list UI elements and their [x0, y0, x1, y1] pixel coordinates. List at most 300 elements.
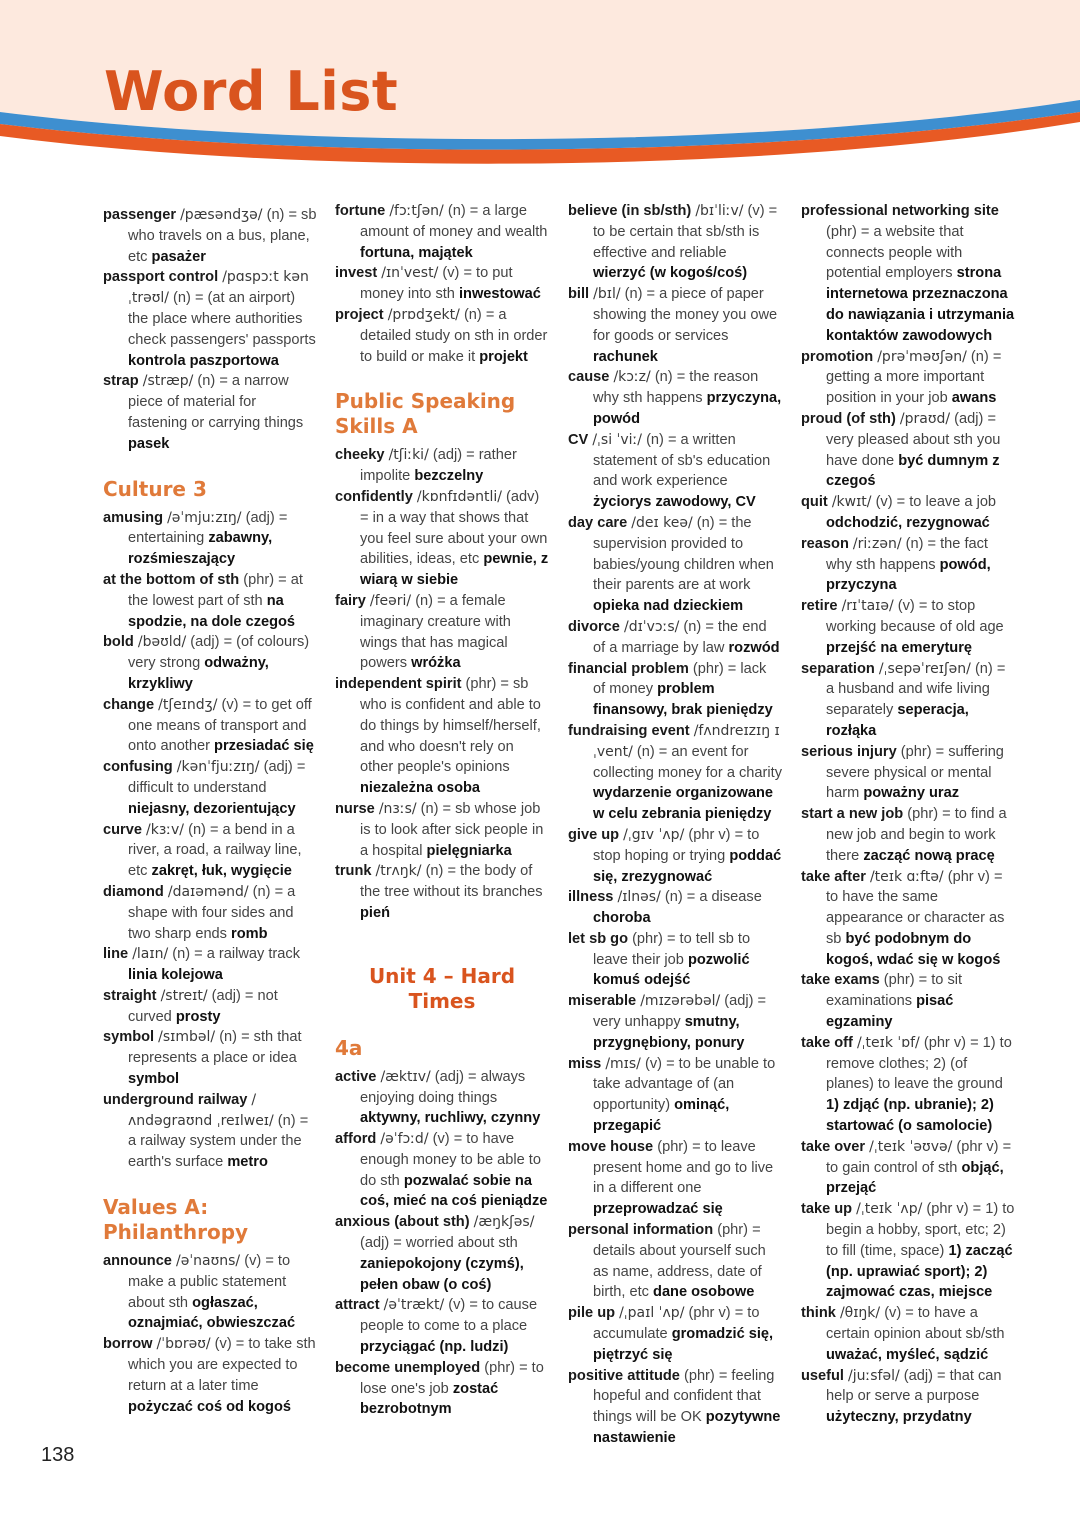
definition: = difficult to understand — [128, 759, 306, 796]
part-of-speech: (phr v) — [688, 1305, 731, 1322]
pronunciation: /streɪt/ — [160, 987, 208, 1004]
pronunciation: /kənˈfjuːzɪŋ/ — [176, 759, 260, 776]
definition: = details about yourself such as name, address, date of birth, etc — [593, 1222, 766, 1301]
word-entry — [568, 929, 782, 991]
translation: zostać bezrobotnym — [360, 1380, 499, 1418]
translation: kontrola paszportowa — [128, 352, 279, 369]
pronunciation: /æŋkʃəs/ — [473, 1214, 535, 1231]
translation: przeprowadzać się — [593, 1201, 723, 1218]
pronunciation: /stræp/ — [142, 373, 194, 390]
pronunciation: /prəˈməʊʃən/ — [877, 348, 967, 365]
translation: niejasny, dezorientujący — [128, 800, 296, 817]
translation: opieka nad dzieckiem — [593, 598, 744, 615]
translation: przyciągać (np. ludzi) — [360, 1339, 509, 1356]
definition: = entertaining — [128, 509, 288, 547]
part-of-speech: (phr v) — [923, 1034, 967, 1051]
word-entry — [335, 799, 549, 861]
translation: rachunek — [593, 348, 658, 365]
definition: = to sit examinations — [826, 972, 963, 1010]
headword: take after — [801, 868, 866, 885]
word-entry — [103, 1251, 317, 1334]
part-of-speech: (n) — [463, 306, 482, 323]
word-entry — [103, 882, 317, 944]
headword: bold — [103, 634, 134, 651]
translation: pień — [360, 904, 390, 921]
definition: = a website that connects people with potential employers — [826, 223, 964, 282]
headword: take off — [801, 1034, 853, 1051]
pronunciation: /ˌteɪk ˈəʊvə/ — [869, 1138, 953, 1155]
definition: = a railway track — [194, 946, 300, 963]
translation: życiorys zawodowy, CV — [593, 494, 756, 511]
translation: aktywny, ruchliwy, czynny — [360, 1110, 541, 1127]
headword: useful — [801, 1367, 844, 1384]
part-of-speech: (n) — [970, 348, 989, 365]
definition: = 1) to remove clothes; 2) (of planes) to leave the ground — [826, 1034, 1012, 1093]
headword: independent spirit — [335, 676, 462, 693]
definition: = at the lowest part of sth — [128, 571, 303, 609]
definition: = to stop hoping or trying — [593, 826, 760, 864]
part-of-speech: (n) — [252, 883, 271, 900]
part-of-speech: (adj) — [954, 410, 984, 427]
translation: na spodzie, na dole czegoś — [128, 592, 296, 630]
headword: fairy — [335, 592, 366, 609]
section-heading: Public Speaking Skills A — [335, 389, 516, 439]
part-of-speech: (v) — [432, 1131, 450, 1148]
translation: dane osobowe — [653, 1284, 755, 1301]
definition: = to cause people to come to a place — [360, 1297, 538, 1335]
translation: metro — [227, 1154, 268, 1171]
part-of-speech: (phr v) — [956, 1138, 999, 1155]
headword: let sb go — [568, 930, 628, 947]
headword: confidently — [335, 488, 413, 505]
translation: choroba — [593, 910, 651, 927]
translation: problem finansowy, brak pieniędzy — [593, 681, 773, 719]
section-heading: Unit 4 – Hard Times — [368, 963, 516, 1013]
definition: = an event for collecting money for a charity — [593, 743, 782, 781]
word-entry — [103, 986, 317, 1028]
definition: = to leave present home and go to live in a different one — [593, 1138, 774, 1197]
definition: = a shape with four sides and two sharp ends — [128, 883, 296, 942]
headword: announce — [103, 1253, 172, 1270]
translation: ominąć, przegapić — [593, 1097, 730, 1135]
pronunciation: /daɪəmənd/ — [167, 883, 249, 900]
part-of-speech: (n) — [172, 946, 191, 963]
translation: niezależna osoba — [360, 780, 481, 797]
headword: quit — [801, 494, 828, 511]
part-of-speech: (n) — [188, 821, 206, 838]
word-entry — [801, 409, 1015, 492]
part-of-speech: (phr) — [465, 676, 497, 693]
headword: think — [801, 1305, 836, 1322]
part-of-speech: (v) — [448, 1297, 466, 1314]
definition: = (at an airport) the place where authorities check passengers' passports — [128, 290, 316, 348]
headword: trunk — [335, 863, 372, 880]
headword: confusing — [103, 759, 173, 776]
headword: take up — [801, 1201, 853, 1218]
pronunciation: /bɪˈliːv/ — [695, 203, 744, 219]
pronunciation: /θɪŋk/ — [839, 1305, 881, 1322]
word-entry — [335, 487, 549, 591]
definition: = sb who travels on a bus, plane, etc — [128, 207, 317, 265]
part-of-speech: (v) — [884, 1305, 902, 1322]
translation: być podobnym do kogoś, wdać się w kogoś — [826, 930, 1001, 968]
headword: personal information — [568, 1222, 714, 1239]
part-of-speech: (phr v) — [947, 868, 990, 885]
translation: pasażer — [151, 248, 206, 265]
part-of-speech: (phr v) — [688, 826, 731, 843]
definition: = a husband and wife living separately — [826, 660, 1006, 719]
word-entry — [568, 825, 782, 887]
translation: być dumnym z czegoś — [826, 452, 1000, 490]
word-entry — [335, 674, 549, 799]
definition: = to leave a job — [896, 494, 997, 511]
part-of-speech: (n) — [173, 290, 191, 307]
translation: prosty — [175, 1008, 221, 1025]
headword: underground railway — [103, 1091, 248, 1108]
part-of-speech: (v) — [875, 494, 893, 511]
translation: pisać egzaminy — [826, 993, 954, 1031]
definition: = that can help or serve a purpose — [826, 1367, 1002, 1405]
pronunciation: /dɪˈvɔːs/ — [623, 618, 680, 635]
word-entry — [801, 867, 1015, 971]
headword: fundraising event — [568, 722, 690, 739]
translation: ogłaszać, oznajmiać, obwieszczać — [128, 1294, 296, 1332]
translation: symbol — [128, 1071, 180, 1088]
headword: separation — [801, 660, 875, 677]
translation: zabawny, rozśmieszający — [128, 530, 273, 568]
translation: seperacja, rozłąka — [826, 702, 969, 739]
pronunciation: /kɒnfɪdəntli/ — [416, 488, 502, 505]
part-of-speech: (phr v) — [926, 1201, 969, 1218]
word-list-column-3 — [568, 201, 782, 1449]
part-of-speech: (adj) — [360, 1235, 390, 1252]
word-entry — [568, 991, 782, 1053]
part-of-speech: (adj) — [245, 509, 275, 526]
pronunciation: /kwɪt/ — [831, 494, 872, 511]
pronunciation: /pɑspɔːt kənˌtrəʊl/ — [128, 269, 309, 307]
word-entry — [801, 347, 1015, 409]
pronunciation: /deɪ keə/ — [631, 514, 693, 531]
section-heading: Values A: Philanthropy — [103, 1195, 249, 1245]
pronunciation: /mɪzərəbəl/ — [640, 993, 721, 1010]
headword: amusing — [103, 509, 164, 526]
word-entry — [801, 596, 1015, 658]
word-entry — [103, 1027, 317, 1089]
translation: pożyczać coś od kogoś — [128, 1398, 292, 1415]
definition: = sb who is confident and able to do things by himself/herself, and who doesn't rely on other people's opinions — [360, 676, 541, 776]
part-of-speech: (phr) — [907, 806, 939, 823]
definition: = in a way that shows that you feel sure about your own abilities, ideas, etc — [360, 509, 548, 568]
part-of-speech: (adj) — [211, 987, 241, 1004]
word-entry — [568, 1137, 782, 1220]
part-of-speech: (n) — [447, 203, 466, 219]
definition: = to tell sb to leave their job — [593, 930, 751, 968]
pronunciation: /kɜːv/ — [146, 821, 185, 838]
pronunciation: /æktɪv/ — [380, 1068, 431, 1085]
word-entry — [568, 617, 782, 659]
part-of-speech: (v) — [644, 1055, 662, 1072]
page-number: 138 — [41, 1444, 75, 1466]
translation: przesiadać się — [214, 738, 314, 755]
translation: 1) zdjąć (np. ubranie); 2) startować (o samolocie) — [826, 1097, 994, 1135]
part-of-speech: (adj) — [434, 1068, 464, 1085]
word-entry — [801, 534, 1015, 596]
definition: = a railway system under the earth's surface — [128, 1112, 309, 1171]
word-entry — [335, 591, 549, 674]
word-entry — [103, 820, 317, 882]
word-entry — [801, 1366, 1015, 1428]
translation: fortuna, majątek — [360, 244, 473, 261]
word-entry — [568, 1220, 782, 1303]
pronunciation: /riːzən/ — [852, 535, 902, 552]
word-entry — [335, 861, 549, 923]
translation: zaniepokojony (czymś), pełen obaw (o coś) — [360, 1255, 524, 1293]
page-title: Word List — [104, 60, 399, 123]
definition: = suffering severe physical or mental harm — [826, 743, 1004, 802]
pronunciation: /ʌndəgraʊnd ˌreɪlweɪ/ — [128, 1091, 274, 1129]
part-of-speech: (n) — [415, 592, 434, 609]
headword: strap — [103, 373, 139, 390]
definition: = to have enough money to be able to do sth — [360, 1131, 541, 1189]
pronunciation: /kɔːz/ — [613, 369, 651, 386]
word-entry — [103, 205, 317, 267]
translation: bezczelny — [414, 468, 484, 485]
word-entry — [568, 721, 782, 825]
headword: take exams — [801, 972, 880, 989]
section-heading: Culture 3 — [103, 476, 207, 501]
word-entry — [801, 201, 1015, 347]
pronunciation: /prɒdʒekt/ — [387, 306, 460, 323]
definition: = very unhappy — [593, 993, 767, 1031]
translation: odważny, krzykliwy — [128, 655, 269, 692]
pronunciation: /pæsəndʒə/ — [180, 207, 263, 223]
definition: = to stop working because of old age — [826, 598, 1004, 635]
word-entry — [801, 1033, 1015, 1137]
word-entry — [103, 944, 317, 986]
headword: start a new job — [801, 806, 904, 823]
pronunciation: /nɜːs/ — [378, 800, 417, 817]
pronunciation: /ˌgɪv ˈʌp/ — [623, 826, 685, 843]
definition: = to accumulate — [593, 1305, 760, 1343]
translation: powód, przyczyna — [826, 556, 991, 594]
headword: anxious (about sth) — [335, 1214, 470, 1231]
translation: wydarzenie organizowane w celu zebrania pieniędzy — [593, 785, 774, 823]
part-of-speech: (n) — [636, 743, 655, 760]
definition: = (of colours) very strong — [128, 634, 310, 672]
definition: = a piece of paper showing the money you owe for goods or services — [593, 286, 778, 344]
headword: reason — [801, 535, 849, 552]
definition: = worried about sth — [393, 1235, 518, 1252]
section-heading: 4a — [335, 1035, 363, 1060]
word-entry — [568, 659, 782, 721]
translation: odchodzić, rezygnować — [826, 514, 990, 531]
pronunciation: /praʊd/ — [899, 410, 951, 427]
word-entry — [801, 1199, 1015, 1303]
definition: = 1) to begin a hobby, sport, etc; 2) to fill (time, space) — [826, 1201, 1015, 1259]
headword: give up — [568, 826, 620, 843]
translation: pewnie, z wiarą w siebie — [360, 551, 549, 589]
definition: = sth that represents a place or idea — [128, 1029, 302, 1067]
part-of-speech: (n) — [425, 863, 444, 880]
word-entry — [335, 1358, 549, 1420]
part-of-speech: (n) — [974, 660, 993, 677]
definition: = to be certain that sb/sth is effective and reliable — [593, 203, 778, 261]
part-of-speech: (n) — [696, 514, 715, 531]
pronunciation: /ˌteɪk ˈʌp/ — [856, 1201, 923, 1218]
headword: bill — [568, 286, 590, 303]
definition: = feeling hopeful and confident that things will be OK — [593, 1367, 775, 1426]
word-entry — [801, 970, 1015, 1032]
definition: = a detailed study on sth in order to build or make it — [360, 306, 548, 365]
definition: = the reason why sth happens — [593, 369, 759, 407]
word-entry — [103, 757, 317, 819]
part-of-speech: (adj) — [263, 759, 293, 776]
word-entry — [568, 284, 782, 367]
part-of-speech: (phr) — [900, 743, 932, 760]
pronunciation: /fɔːtʃən/ — [389, 203, 444, 219]
headword: curve — [103, 821, 142, 838]
translation: 1) zacząć (np. uprawiać sport); 2) zajmować czas, miejsce — [826, 1242, 1013, 1301]
definition: = a narrow piece of material for fastening or carrying things — [128, 373, 304, 431]
headword: day care — [568, 514, 628, 531]
word-entry — [103, 267, 317, 371]
translation: wróżka — [411, 655, 461, 672]
definition: = a large amount of money and wealth — [360, 203, 548, 240]
word-entry — [568, 367, 782, 429]
headword: financial problem — [568, 660, 689, 677]
translation: objąć, przejąć — [826, 1159, 1004, 1197]
word-entry — [801, 804, 1015, 866]
part-of-speech: (n) — [420, 800, 439, 817]
headword: CV — [568, 431, 589, 448]
headword: cheeky — [335, 447, 385, 464]
headword: pile up — [568, 1305, 616, 1322]
part-of-speech: (phr) — [826, 223, 857, 240]
part-of-speech: (n) — [683, 618, 702, 635]
headword: serious injury — [801, 743, 897, 760]
headword: proud (of sth) — [801, 410, 896, 427]
headword: believe (in sb/sth) — [568, 203, 692, 219]
definition: = to find a new job and begin to work there — [826, 806, 1007, 864]
translation: uważać, myśleć, sądzić — [826, 1346, 989, 1363]
pronunciation: /əˈnaʊns/ — [175, 1253, 241, 1270]
definition: = a written statement of sb's education and work experience — [593, 431, 771, 490]
word-list-column-4 — [801, 201, 1015, 1428]
translation: pasek — [128, 435, 170, 452]
pronunciation: /ˌsi ˈviː/ — [592, 431, 642, 448]
headword: straight — [103, 987, 157, 1004]
part-of-speech: (v) — [244, 1253, 262, 1270]
part-of-speech: (n) — [624, 286, 643, 303]
part-of-speech: (v) — [747, 203, 765, 219]
pronunciation: /ɪnˈvest/ — [381, 265, 439, 282]
word-entry — [103, 371, 317, 454]
translation: przejść na emeryturę — [826, 639, 973, 656]
word-entry — [801, 1303, 1015, 1365]
definition: = sb whose job is to look after sick people in a hospital — [360, 800, 544, 859]
word-entry — [568, 201, 782, 284]
translation: inwestować — [458, 286, 541, 303]
headword: miserable — [568, 993, 637, 1010]
pronunciation: /rɪˈtaɪə/ — [841, 598, 894, 615]
part-of-speech: (phr) — [692, 660, 724, 677]
word-list-column-2 — [335, 201, 549, 1420]
part-of-speech: (v) — [221, 696, 239, 713]
part-of-speech: (phr) — [243, 571, 275, 588]
headword: afford — [335, 1131, 377, 1148]
part-of-speech: (v) — [214, 1336, 232, 1353]
headword: active — [335, 1068, 377, 1085]
definition: = to get off one means of transport and onto another — [128, 696, 312, 755]
headword: illness — [568, 889, 614, 906]
headword: fortune — [335, 203, 386, 219]
word-list-column-1 — [103, 205, 317, 1417]
translation: projekt — [479, 348, 528, 365]
part-of-speech: (adj) — [190, 634, 220, 651]
word-entry — [103, 570, 317, 632]
definition: = to be unable to take advantage of (an opportunity) — [593, 1055, 776, 1114]
part-of-speech: (n) — [266, 207, 285, 223]
headword: professional networking site — [801, 203, 999, 219]
word-entry — [801, 659, 1015, 742]
translation: przyczyna, powód — [593, 390, 782, 427]
part-of-speech: (phr) — [657, 1138, 689, 1155]
translation: pielęgniarka — [426, 842, 512, 859]
translation: rozwód — [728, 639, 780, 656]
pronunciation: /ˌsepəˈreɪʃən/ — [878, 660, 971, 677]
definition: = the end of a marriage by law — [593, 618, 767, 656]
word-entry — [103, 508, 317, 570]
part-of-speech: (phr) — [883, 972, 915, 989]
headword: nurse — [335, 800, 375, 817]
part-of-speech: (adj) — [432, 447, 463, 464]
translation: strona internetowa przeznaczona do nawiązania i utrzymania kontaktów zawodowych — [826, 265, 1015, 344]
part-of-speech: (n) — [664, 889, 683, 906]
pronunciation: /fʌndreɪzɪŋ ɪˌvent/ — [593, 722, 780, 760]
definition: = the body of the tree without its branches — [360, 863, 543, 901]
word-entry — [103, 695, 317, 757]
definition: = to put money into sth — [360, 265, 513, 303]
translation: zakręt, łuk, wygięcie — [151, 863, 292, 880]
translation: romb — [231, 925, 268, 942]
pronunciation: /bɪl/ — [593, 286, 621, 303]
part-of-speech: (phr) — [632, 930, 663, 947]
part-of-speech: (v) — [897, 598, 915, 615]
part-of-speech: (phr) — [717, 1222, 749, 1239]
pronunciation: /əˈtrækt/ — [383, 1297, 445, 1314]
definition: = to take sth which you are expected to return at a later time — [128, 1336, 316, 1394]
definition: = very pleased about sth you have done — [826, 410, 1001, 469]
definition: = a female imaginary creature with wings that has magical powers — [360, 592, 511, 672]
word-entry — [335, 1067, 549, 1129]
word-entry — [568, 1366, 782, 1449]
definition: = to gain control of sth — [826, 1138, 1012, 1176]
part-of-speech: (phr) — [683, 1367, 715, 1384]
pronunciation: /teɪk ɑːftə/ — [869, 868, 944, 885]
part-of-speech: (n) — [219, 1029, 238, 1046]
word-entry — [103, 1090, 317, 1173]
definition: = rather impolite — [360, 447, 517, 485]
headword: cause — [568, 369, 610, 386]
word-entry — [335, 1129, 549, 1212]
definition: = a bend in a river, a road, a railway line, etc — [128, 821, 302, 880]
pronunciation: /feəri/ — [369, 592, 412, 609]
headword: line — [103, 946, 129, 963]
headword: retire — [801, 598, 838, 615]
part-of-speech: (n) — [905, 535, 924, 552]
definition: = lack of money — [593, 660, 767, 698]
part-of-speech: (v) — [442, 265, 460, 282]
